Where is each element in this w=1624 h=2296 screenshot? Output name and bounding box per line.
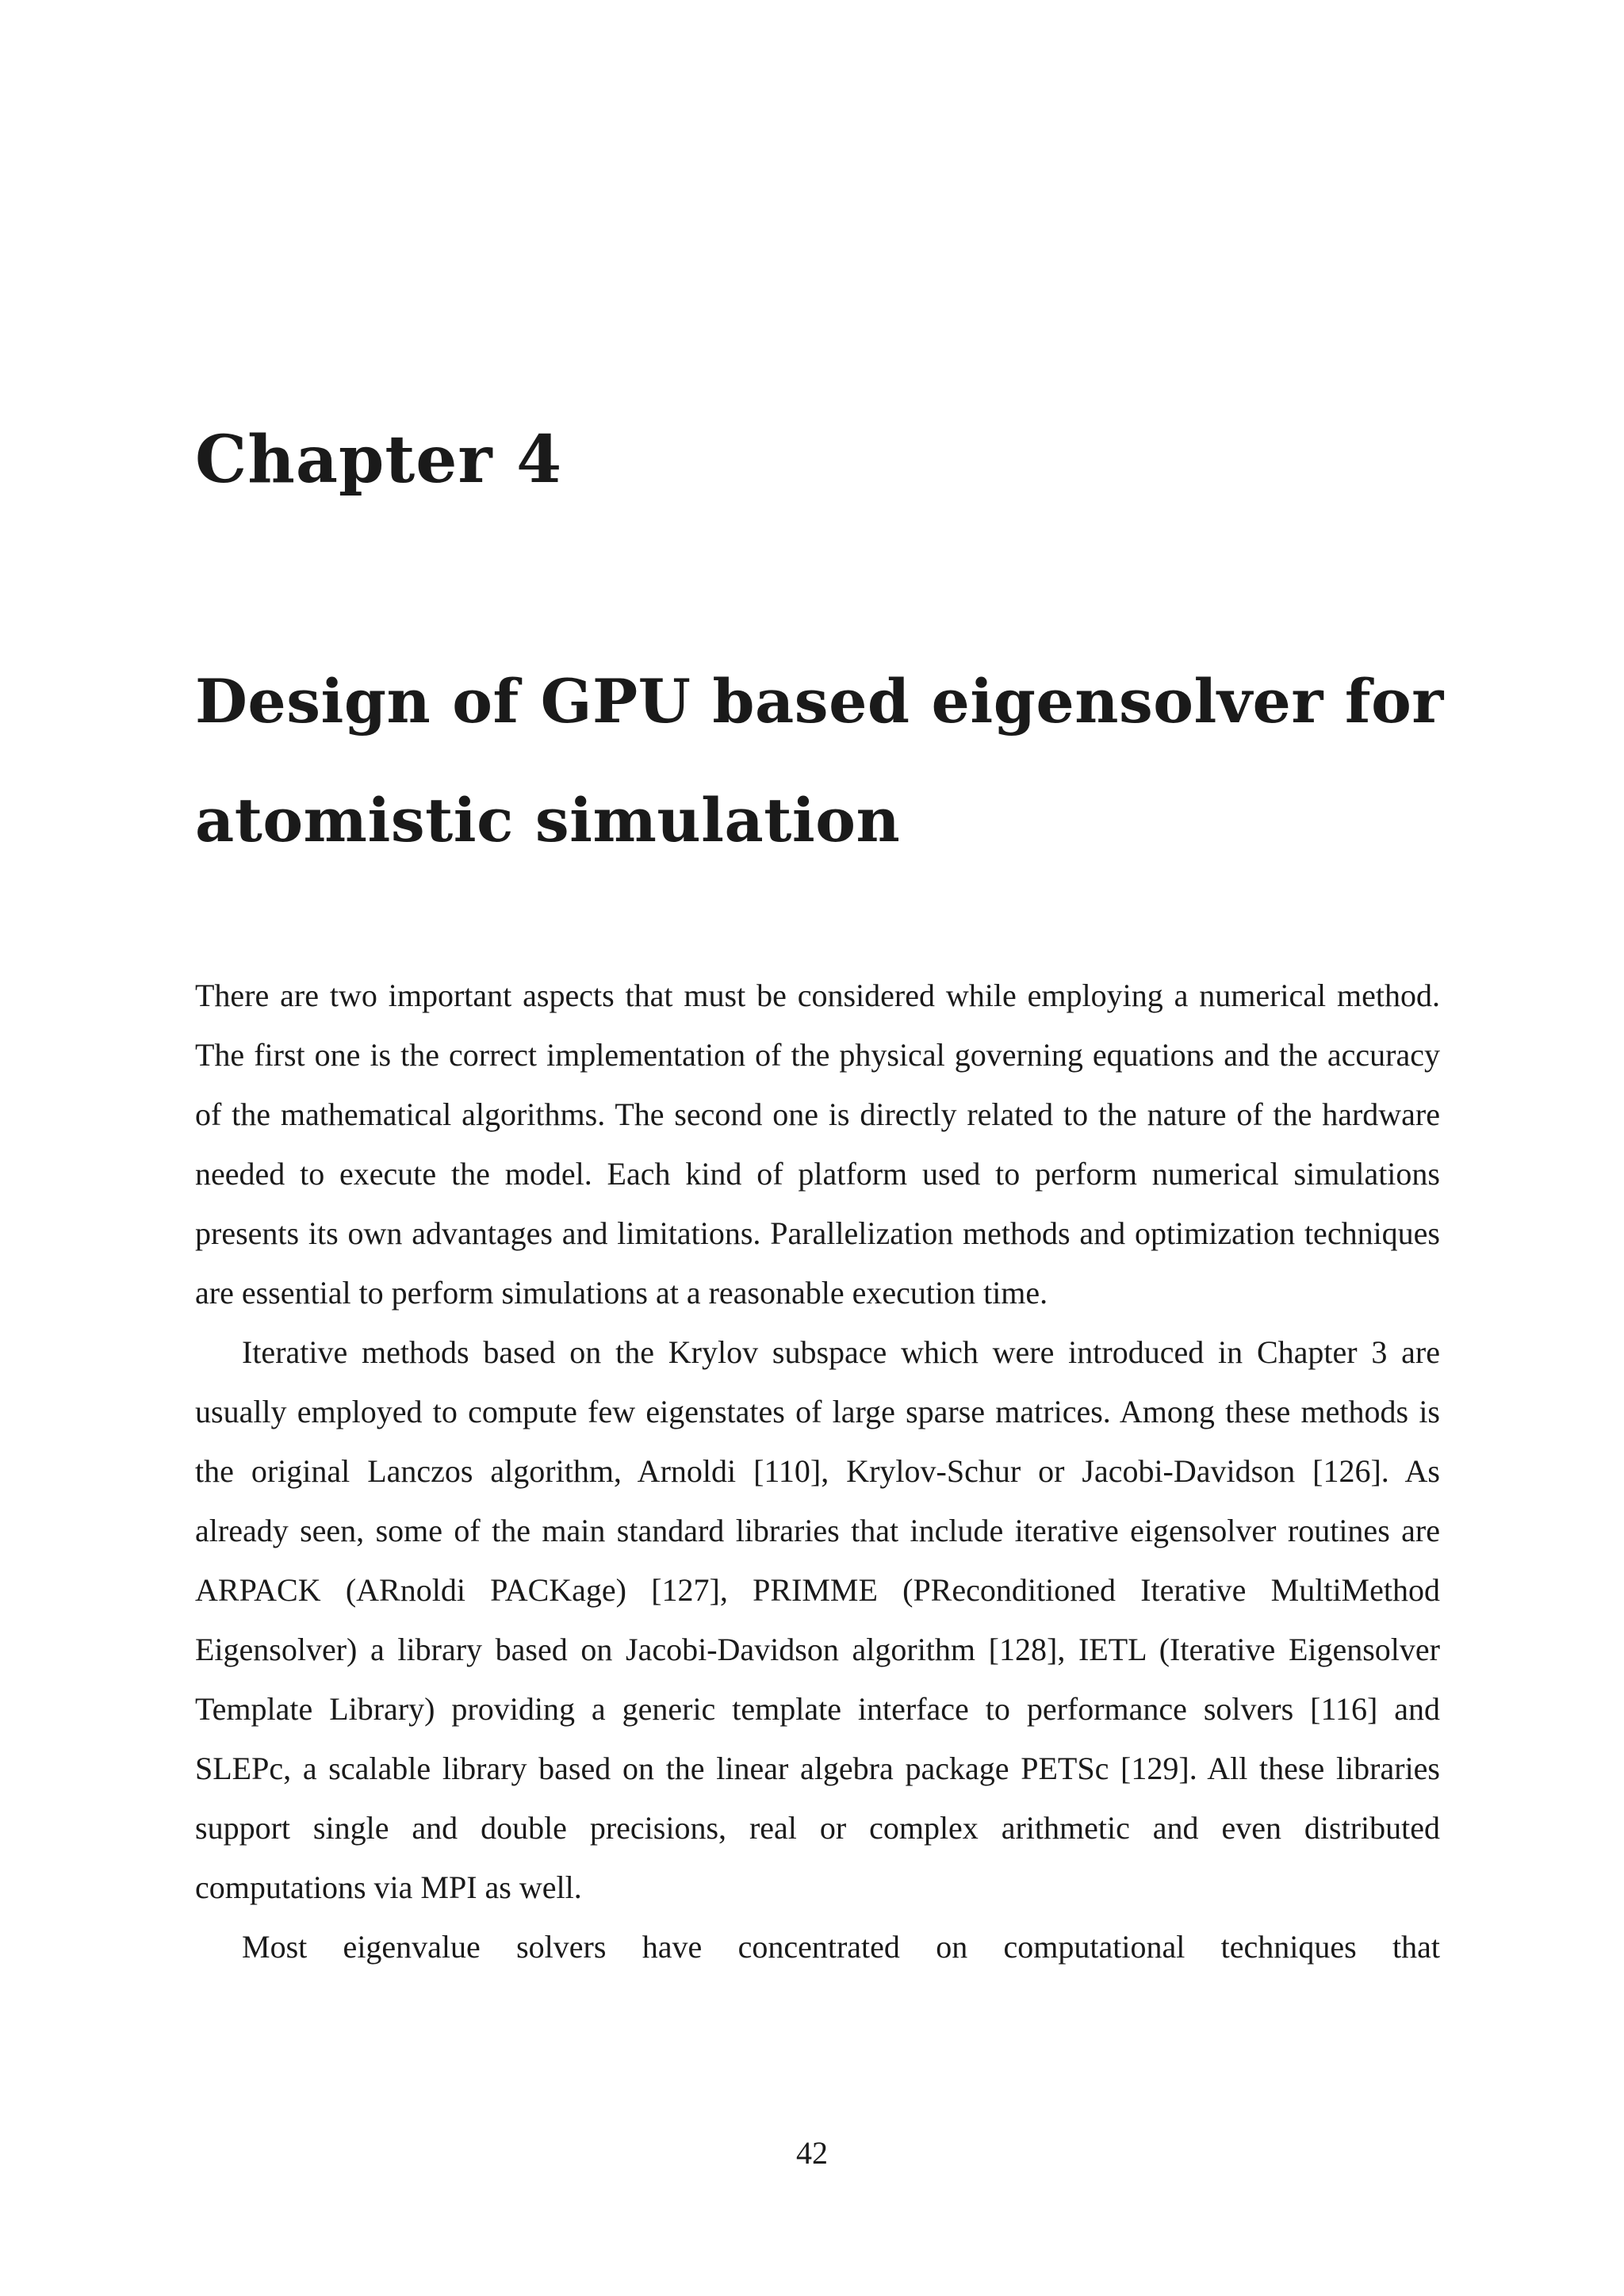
chapter-title-line-1: Design of GPU based eigensolver for (195, 666, 1444, 737)
body-text (195, 966, 1440, 1976)
page-number: 42 (796, 2135, 828, 2171)
chapter-label: Chapter 4 (195, 422, 563, 498)
paragraph-1: There are two important aspects that must be considered while employing a numerical method. The first one is the correct implementation of the physical governing equations and the accuracy of the mathematical algorithms. The second one is directly related to the nature of the hardware needed to execute the model. Each kind of platform used to perform numerical simulations presents its own advantages and limitations. Parallelization methods and optimization techniques are essential to perform simulations at a reasonable execution time. (195, 978, 1440, 1311)
chapter-title-line-2: atomistic simulation (195, 785, 901, 855)
chapter-title (195, 642, 1448, 880)
paragraph-2: Iterative methods based on the Krylov subspace which were introduced in Chapter 3 are usually employed to compute few eigenstates of large sparse matrices. Among these methods is the original Lanczos algorithm, Arnoldi [110], Krylov-Schur or Jacobi-Davidson [126]. As already seen, some of the main standard libraries that include iterative eigensolver routines are ARPACK (ARnoldi PACKage) [127], PRIMME (PReconditioned Iterative MultiMethod Eigensolver) a library based on Jacobi-Davidson algorithm [128], IETL (Iterative Eigensolver Template Library) providing a generic template interface to performance solvers [116] and SLEPc, a scalable library based on the linear algebra package PETSc [129]. All these libraries support single and double precisions, real or complex arithmetic and even distributed computations via MPI as well. (195, 1334, 1440, 1905)
paragraph-3: Most eigenvalue solvers have concentrated on computational techniques that (242, 1929, 1440, 1965)
